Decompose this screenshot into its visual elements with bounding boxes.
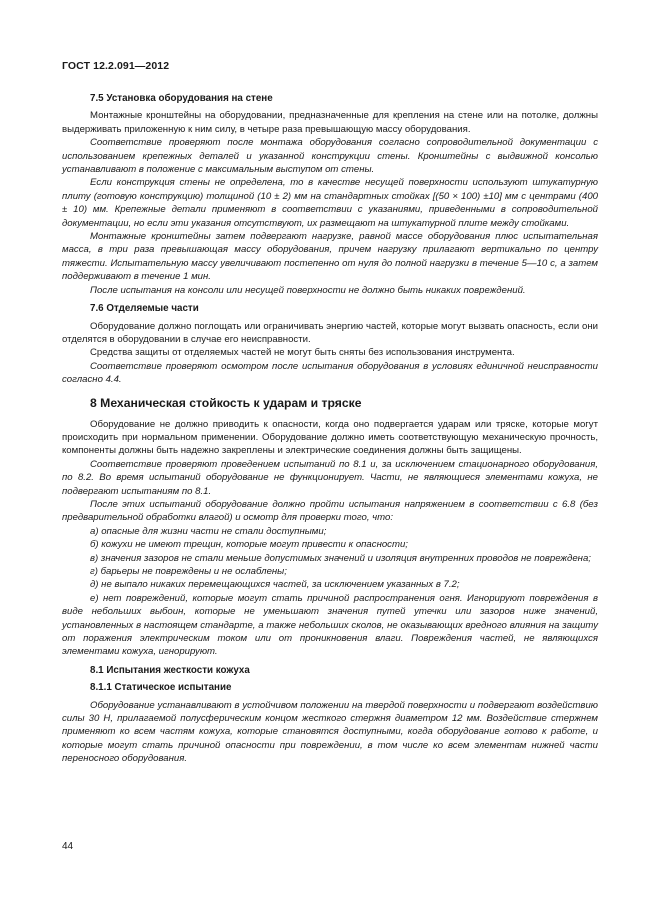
compliance-paragraph: в) значения зазоров не стали меньше допустимых значений и изоляция внутренних проводов не повреждена; bbox=[90, 552, 591, 564]
compliance-paragraph: Соответствие проверяют осмотром после испытания оборудования в условиях единичной неисправности согласно 4.4. bbox=[62, 360, 598, 386]
compliance-paragraph: Монтажные кронштейны затем подвергают нагрузке, равной массе оборудования плюс испытательная масса, в три раза превышающая массу оборудования, причем нагрузку прилагают вертикально по центру тяжести. Испытательную массу увеличивают постепенно от нуля до полной нагрузки в течение 5—10 с, а затем поддерживают в течение 1 мин. bbox=[62, 231, 598, 283]
body-paragraph: Средства защиты от отделяемых частей не могут быть сняты без использования инструмента. bbox=[90, 347, 515, 359]
compliance-paragraph: Соответствие проверяют проведением испытаний по 8.1 и, за исключением стационарного оборудования, по 8.2. Во время испытаний оборудование не функционирует. Части, не являющиеся элементами кожуха, не подвергают испытаниям по 8.1. bbox=[62, 458, 598, 497]
compliance-paragraph: После этих испытаний оборудование должно пройти испытания напряжением в соответствии с 6.8 (без предварительной обработки влагой) и осмотр для проверки того, что: bbox=[62, 498, 598, 524]
compliance-paragraph: д) не выпало никаких перемещающихся частей, за исключением указанных в 7.2; bbox=[90, 579, 460, 591]
subsection-heading: 8.1 Испытания жесткости кожуха bbox=[90, 664, 250, 676]
compliance-paragraph: а) опасные для жизни части не стали доступными; bbox=[90, 525, 327, 537]
subsection-heading: 7.6 Отделяемые части bbox=[90, 303, 199, 315]
compliance-paragraph: е) нет повреждений, которые могут стать причиной распространения огня. Игнорируют повреждения в виде небольших выбоин, которые не уменьшают значения путей утечки или зазоров ниже значений, установленных в настоящем стандарте, а также небольших сколов, не оказывающих вредного влияния на защиту от поражения электрическим током или от проникновения влаги. Повреждения частей, не являющихся элементами кожуха, игнорируют. bbox=[62, 592, 598, 658]
document-body bbox=[62, 92, 598, 766]
section-heading: 8 Механическая стойкость к ударам и тряске bbox=[90, 395, 362, 410]
subsection-heading: 7.5 Установка оборудования на стене bbox=[90, 93, 273, 104]
compliance-paragraph: Оборудование устанавливают в устойчивом положении на твердой поверхности и подвергают воздействию силы 30 Н, прилагаемой полусферическим концом жесткого стержня диаметром 12 мм. Воздействие стержнем применяют ко всем частям кожуха, которые становятся доступными, когда оборудование готово к работе, и которые могут стать причиной опасности при повреждении, в том числе ко всем элементам нижней части переносного оборудования. bbox=[62, 699, 598, 765]
document-header: ГОСТ 12.2.091—2012 bbox=[62, 60, 170, 72]
page-number: 44 bbox=[62, 841, 74, 852]
compliance-paragraph: Соответствие проверяют после монтажа оборудования согласно сопроводительной документации с использованием крепежных деталей и указанной конструкции стены. Кронштейны с выдвижной консолью устанавливают в положение с максимальным выступом от стены. bbox=[62, 137, 598, 176]
compliance-paragraph: Если конструкция стены не определена, то в качестве несущей поверхности используют штукатурную плиту (готовую конструкцию) толщиной (10 ± 2) мм на стандартных стойках [(50 × 100) ±10] мм с центрами (400 ± 10) мм. Крепежные детали применяют в соответствии с указаниями, приведенными в сопроводительной документации, но если эти указания отсутствуют, их размещают на штукатурной плите между стойками. bbox=[62, 177, 598, 229]
subsection-heading: 8.1.1 Статическое испытание bbox=[90, 682, 232, 694]
compliance-paragraph: После испытания на консоли или несущей поверхности не должно быть никаких повреждений. bbox=[90, 284, 526, 296]
compliance-paragraph: г) барьеры не повреждены и не ослаблены; bbox=[90, 566, 287, 577]
body-paragraph: Оборудование не должно приводить к опасности, когда оно подвергается ударам или тряске, которые могут происходить при нормальном применении. Оборудование должно иметь соответствующую механическую прочность, компоненты должны быть надежно закреплены и электрические соединения должны быть защищены. bbox=[62, 418, 598, 457]
compliance-paragraph: б) кожухи не имеют трещин, которые могут привести к опасности; bbox=[90, 539, 408, 551]
body-paragraph: Оборудование должно поглощать или ограничивать энергию частей, которые могут вызвать опасность, если они отделятся в оборудовании в случае его неисправности. bbox=[62, 320, 598, 345]
body-paragraph: Монтажные кронштейны на оборудовании, предназначенные для крепления на стене или на потолке, должны выдерживать приложенную к ним силу, в четыре раза превышающую массу оборудования. bbox=[62, 110, 598, 135]
